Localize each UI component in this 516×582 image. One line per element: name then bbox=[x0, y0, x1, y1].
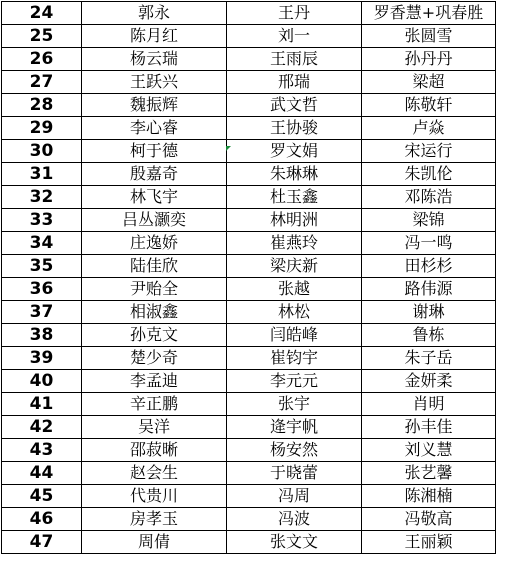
table-row bbox=[2, 94, 496, 117]
table-row bbox=[2, 140, 496, 163]
name-cell-col1[interactable]: 房孝玉 bbox=[82, 508, 227, 531]
name-cell-col1[interactable]: 李孟迪 bbox=[82, 370, 227, 393]
name-cell-col3[interactable]: 路伟源 bbox=[362, 278, 496, 301]
name-cell-col2[interactable]: 武文哲 bbox=[227, 94, 362, 117]
row-number-cell[interactable]: 47 bbox=[2, 531, 82, 554]
name-cell-col2[interactable]: 林明洲 bbox=[227, 209, 362, 232]
table-row bbox=[2, 186, 496, 209]
row-number-cell[interactable]: 25 bbox=[2, 25, 82, 48]
name-cell-col3[interactable]: 朱凯伦 bbox=[362, 163, 496, 186]
name-cell-col1[interactable]: 代贵川 bbox=[82, 485, 227, 508]
table-row bbox=[2, 508, 496, 531]
name-cell-col1[interactable]: 赵会生 bbox=[82, 462, 227, 485]
table-row bbox=[2, 117, 496, 140]
name-cell-col3[interactable]: 梁锦 bbox=[362, 209, 496, 232]
name-cell-col2[interactable]: 张宇 bbox=[227, 393, 362, 416]
name-cell-col3[interactable]: 冯敬高 bbox=[362, 508, 496, 531]
table-row bbox=[2, 71, 496, 94]
row-number-cell[interactable]: 41 bbox=[2, 393, 82, 416]
row-number-cell[interactable]: 46 bbox=[2, 508, 82, 531]
name-cell-col2[interactable]: 逄宇帆 bbox=[227, 416, 362, 439]
name-cell-col1[interactable]: 吕丛灏奕 bbox=[82, 209, 227, 232]
row-number-cell[interactable]: 38 bbox=[2, 324, 82, 347]
name-cell-col3[interactable]: 卢焱 bbox=[362, 117, 496, 140]
row-number-cell[interactable]: 36 bbox=[2, 278, 82, 301]
name-cell-col3[interactable]: 谢琳 bbox=[362, 301, 496, 324]
name-cell-col3[interactable]: 冯一鸣 bbox=[362, 232, 496, 255]
name-cell-col2[interactable]: 冯波 bbox=[227, 508, 362, 531]
name-cell-col1[interactable]: 庄逸娇 bbox=[82, 232, 227, 255]
name-cell-col2[interactable]: 罗文娟 bbox=[227, 140, 362, 163]
table-row bbox=[2, 485, 496, 508]
table-row bbox=[2, 25, 496, 48]
name-cell-col3[interactable]: 陈敬轩 bbox=[362, 94, 496, 117]
name-cell-col2[interactable]: 闫皓峰 bbox=[227, 324, 362, 347]
table-row bbox=[2, 163, 496, 186]
table-row bbox=[2, 531, 496, 554]
name-cell-col3[interactable]: 宋运行 bbox=[362, 140, 496, 163]
name-cell-col1[interactable]: 柯于德 bbox=[82, 140, 227, 163]
row-number-cell[interactable]: 24 bbox=[2, 2, 82, 25]
table-row bbox=[2, 255, 496, 278]
name-cell-col1[interactable]: 王跃兴 bbox=[82, 71, 227, 94]
name-cell-col1[interactable]: 杨云瑞 bbox=[82, 48, 227, 71]
row-number-cell[interactable]: 42 bbox=[2, 416, 82, 439]
name-cell-col1[interactable]: 陈月红 bbox=[82, 25, 227, 48]
name-cell-col2[interactable]: 王雨辰 bbox=[227, 48, 362, 71]
name-cell-col2[interactable]: 邢瑞 bbox=[227, 71, 362, 94]
name-cell-col2[interactable]: 张文文 bbox=[227, 531, 362, 554]
row-number-cell[interactable]: 45 bbox=[2, 485, 82, 508]
row-number-cell[interactable]: 34 bbox=[2, 232, 82, 255]
name-cell-col3[interactable]: 邓陈浩 bbox=[362, 186, 496, 209]
table-row bbox=[2, 393, 496, 416]
row-number-cell[interactable]: 28 bbox=[2, 94, 82, 117]
name-cell-col2[interactable]: 李元元 bbox=[227, 370, 362, 393]
row-number-cell[interactable]: 33 bbox=[2, 209, 82, 232]
row-number-cell[interactable]: 44 bbox=[2, 462, 82, 485]
name-cell-col1[interactable]: 吴洋 bbox=[82, 416, 227, 439]
name-cell-col1[interactable]: 魏振辉 bbox=[82, 94, 227, 117]
name-cell-col1[interactable]: 陆佳欣 bbox=[82, 255, 227, 278]
name-cell-col1[interactable]: 相淑鑫 bbox=[82, 301, 227, 324]
cell-comment-marker bbox=[226, 146, 231, 151]
table-row bbox=[2, 2, 496, 25]
name-cell-col2[interactable]: 崔燕玲 bbox=[227, 232, 362, 255]
table-row bbox=[2, 347, 496, 370]
table-row bbox=[2, 278, 496, 301]
table-row bbox=[2, 416, 496, 439]
row-number-cell[interactable]: 31 bbox=[2, 163, 82, 186]
name-cell-col1[interactable]: 邵菽晰 bbox=[82, 439, 227, 462]
row-number-cell[interactable]: 26 bbox=[2, 48, 82, 71]
name-cell-col2[interactable]: 崔钧宇 bbox=[227, 347, 362, 370]
row-number-cell[interactable]: 32 bbox=[2, 186, 82, 209]
name-cell-col1[interactable]: 周倩 bbox=[82, 531, 227, 554]
name-cell-col3[interactable]: 张艺馨 bbox=[362, 462, 496, 485]
row-number-cell[interactable]: 27 bbox=[2, 71, 82, 94]
name-cell-col3[interactable]: 梁超 bbox=[362, 71, 496, 94]
table-row bbox=[2, 439, 496, 462]
table-row bbox=[2, 370, 496, 393]
name-cell-col3[interactable]: 肖明 bbox=[362, 393, 496, 416]
table-row bbox=[2, 324, 496, 347]
name-cell-col3[interactable]: 孙丰佳 bbox=[362, 416, 496, 439]
table-row bbox=[2, 209, 496, 232]
name-cell-col2[interactable]: 杜玉鑫 bbox=[227, 186, 362, 209]
row-number-cell[interactable]: 39 bbox=[2, 347, 82, 370]
name-cell-col3[interactable]: 王丽颖 bbox=[362, 531, 496, 554]
name-cell-col2[interactable]: 于晓蕾 bbox=[227, 462, 362, 485]
name-cell-col3[interactable]: 鲁栋 bbox=[362, 324, 496, 347]
name-cell-col1[interactable]: 林飞宇 bbox=[82, 186, 227, 209]
name-cell-col1[interactable]: 孙克文 bbox=[82, 324, 227, 347]
name-cell-col2[interactable]: 王丹 bbox=[227, 2, 362, 25]
name-cell-col3[interactable]: 陈湘楠 bbox=[362, 485, 496, 508]
name-cell-col1[interactable]: 殷嘉奇 bbox=[82, 163, 227, 186]
name-cell-col2[interactable]: 张越 bbox=[227, 278, 362, 301]
name-cell-col3[interactable]: 罗香慧+巩春胜 bbox=[362, 2, 496, 25]
name-cell-col3[interactable]: 刘义慧 bbox=[362, 439, 496, 462]
name-cell-col2[interactable]: 朱琳琳 bbox=[227, 163, 362, 186]
name-cell-col3[interactable]: 孙丹丹 bbox=[362, 48, 496, 71]
name-cell-col2[interactable]: 冯周 bbox=[227, 485, 362, 508]
table-row bbox=[2, 301, 496, 324]
row-number-cell[interactable]: 29 bbox=[2, 117, 82, 140]
row-number-cell[interactable]: 37 bbox=[2, 301, 82, 324]
name-cell-col2[interactable]: 刘一 bbox=[227, 25, 362, 48]
name-cell-col3[interactable]: 张圆雪 bbox=[362, 25, 496, 48]
table-row bbox=[2, 462, 496, 485]
name-cell-col1[interactable]: 楚少奇 bbox=[82, 347, 227, 370]
table-row bbox=[2, 232, 496, 255]
name-cell-col2[interactable]: 王协骏 bbox=[227, 117, 362, 140]
name-cell-col3[interactable]: 田杉杉 bbox=[362, 255, 496, 278]
name-cell-col2[interactable]: 林松 bbox=[227, 301, 362, 324]
name-cell-col3[interactable]: 朱子岳 bbox=[362, 347, 496, 370]
name-cell-col2[interactable]: 梁庆新 bbox=[227, 255, 362, 278]
row-number-cell[interactable]: 43 bbox=[2, 439, 82, 462]
name-cell-col3[interactable]: 金妍柔 bbox=[362, 370, 496, 393]
name-cell-col1[interactable]: 尹贻全 bbox=[82, 278, 227, 301]
table-body bbox=[2, 2, 496, 554]
name-cell-col1[interactable]: 李心睿 bbox=[82, 117, 227, 140]
table-row bbox=[2, 48, 496, 71]
row-number-cell[interactable]: 40 bbox=[2, 370, 82, 393]
name-table bbox=[1, 1, 496, 554]
row-number-cell[interactable]: 30 bbox=[2, 140, 82, 163]
name-cell-col1[interactable]: 郭永 bbox=[82, 2, 227, 25]
name-cell-col1[interactable]: 辛正鹏 bbox=[82, 393, 227, 416]
name-cell-col2[interactable]: 杨安然 bbox=[227, 439, 362, 462]
row-number-cell[interactable]: 35 bbox=[2, 255, 82, 278]
